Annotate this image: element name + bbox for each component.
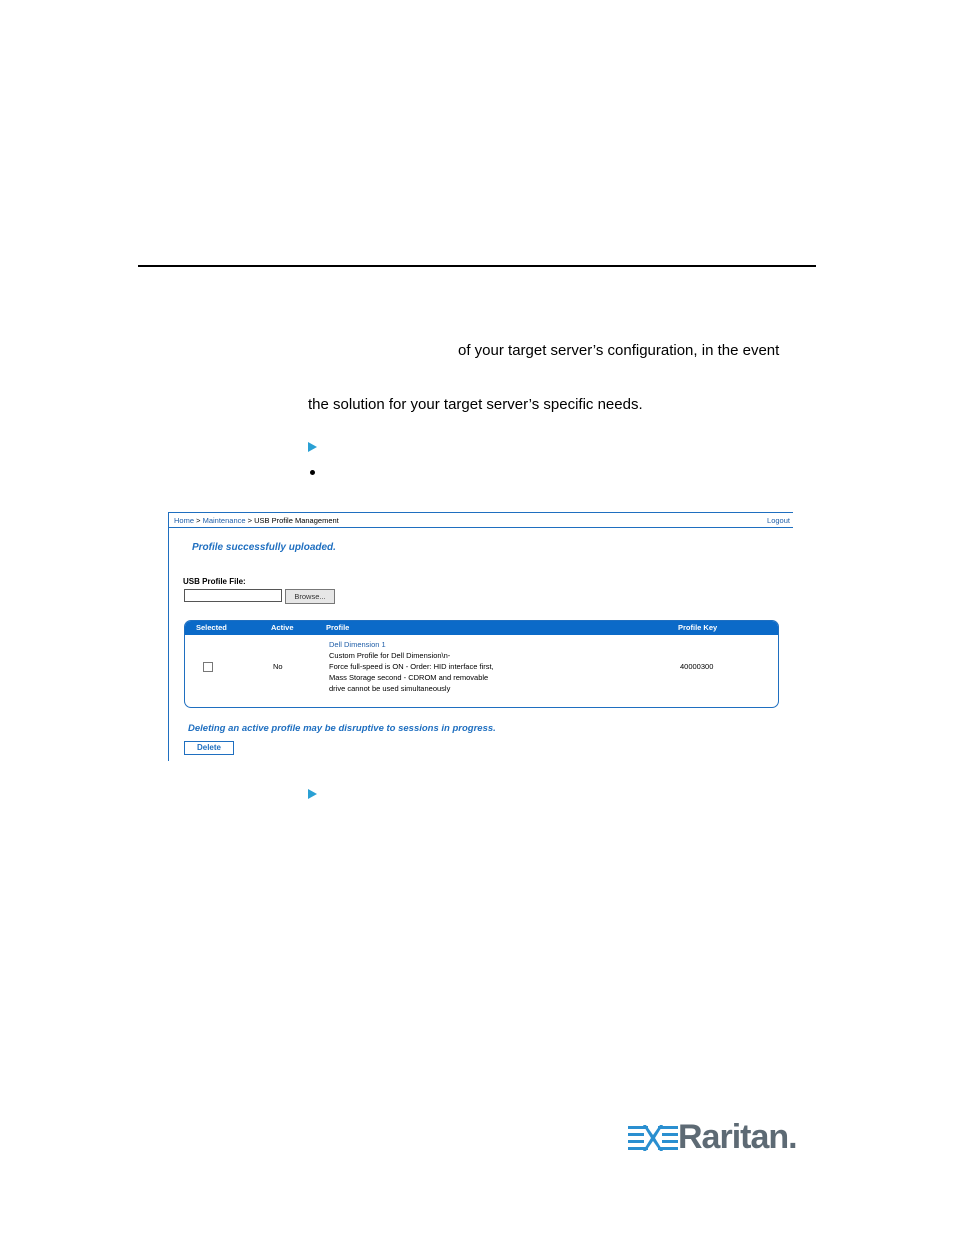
usb-profile-file-input[interactable] — [184, 589, 282, 602]
profile-table — [184, 620, 779, 708]
profile-description-line: Custom Profile for Dell Dimension\n- — [329, 651, 451, 660]
breadcrumb-current: USB Profile Management — [254, 516, 339, 525]
procedure-triangle-icon — [308, 442, 317, 452]
breadcrumb — [174, 516, 339, 525]
header-rule — [138, 265, 816, 267]
profile-description-line: Mass Storage second - CDROM and removable — [329, 673, 489, 682]
row-select-checkbox[interactable] — [203, 662, 213, 672]
bullet-icon — [310, 470, 315, 475]
profile-name-link[interactable]: Dell Dimension 1 — [329, 640, 386, 649]
usb-profile-screenshot — [168, 512, 793, 761]
row-active-value: No — [273, 662, 283, 671]
breadcrumb-maintenance[interactable]: Maintenance — [202, 516, 246, 525]
delete-warning: Deleting an active profile may be disruptive to sessions in progress. — [188, 723, 496, 734]
screenshot-left-border — [168, 512, 169, 761]
profile-description-line: drive cannot be used simultaneously — [329, 684, 451, 693]
success-message: Profile successfully uploaded. — [192, 542, 336, 553]
column-header-selected: Selected — [196, 623, 227, 632]
table-header — [185, 621, 779, 635]
column-header-profile: Profile — [326, 623, 350, 632]
raritan-wordmark: Raritan. — [678, 1118, 797, 1156]
browse-button[interactable]: Browse... — [285, 589, 335, 604]
usb-profile-file-label: USB Profile File: — [183, 577, 246, 586]
body-text-line-2: the solution for your target server’s specific needs. — [308, 396, 643, 413]
column-header-active: Active — [271, 623, 294, 632]
column-header-profile-key: Profile Key — [678, 623, 718, 632]
breadcrumb-separator: > — [247, 516, 253, 525]
logout-link[interactable]: Logout — [767, 516, 790, 525]
delete-button[interactable]: Delete — [184, 741, 234, 755]
breadcrumb-separator: > — [196, 516, 201, 525]
screenshot-top-border — [168, 512, 793, 513]
breadcrumb-home[interactable]: Home — [174, 516, 195, 525]
profile-description-line: Force full-speed is ON - Order: HID interface first, — [329, 662, 494, 671]
procedure-triangle-icon — [308, 789, 317, 799]
body-text-line-1: of your target server’s configuration, in the event — [458, 342, 780, 359]
breadcrumb-divider — [168, 527, 793, 528]
raritan-logo-icon — [628, 1122, 678, 1161]
row-profile-key-value: 40000300 — [680, 662, 714, 671]
